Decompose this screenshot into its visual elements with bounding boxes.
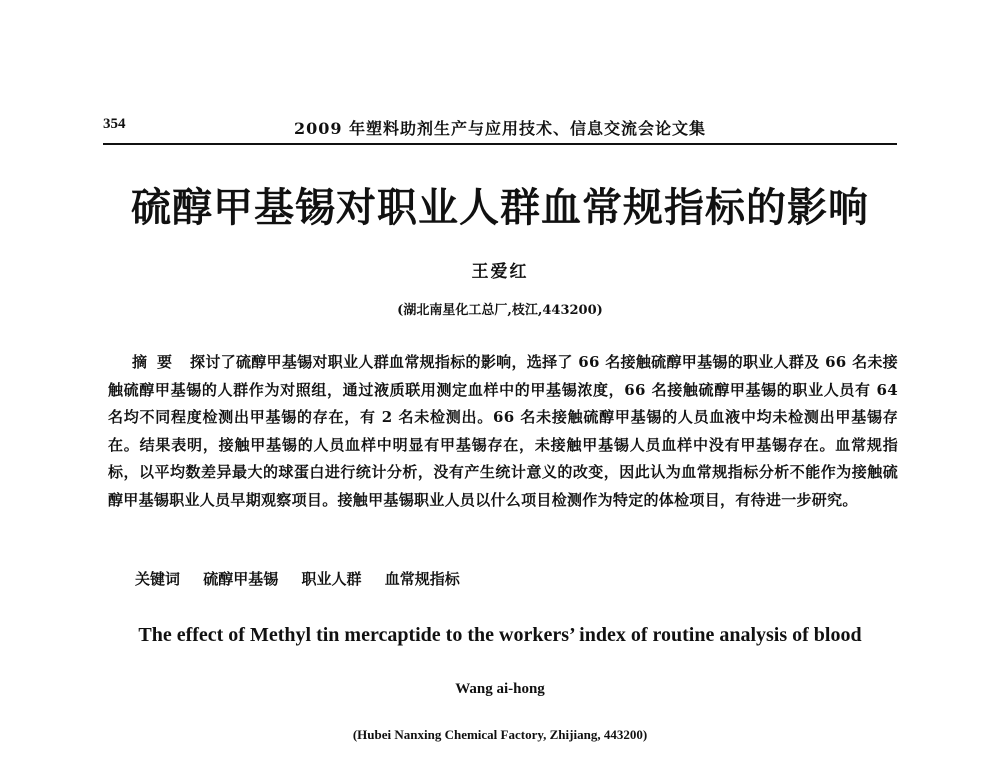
keywords-label: 关键词 — [135, 570, 181, 588]
keyword-item: 硫醇甲基锡 — [203, 570, 279, 588]
keyword-item: 血常规指标 — [384, 570, 460, 588]
running-header — [103, 116, 897, 144]
proceedings-title: 2009 年塑料助剂生产与应用技术、信息交流会论文集 — [293, 119, 707, 138]
author-name: 王爱红 — [471, 262, 529, 282]
english-title: The effect of Methyl tin mercaptide to the workers’ index of routine analysis of blood — [138, 624, 862, 646]
abstract-label: 摘要 — [132, 353, 183, 371]
paper-title: 硫醇甲基锡对职业人群血常规指标的影响 — [131, 184, 869, 231]
english-affiliation: (Hubei Nanxing Chemical Factory, Zhijiang, 443200) — [352, 727, 648, 742]
author-affiliation: (湖北南星化工总厂,枝江,443200) — [397, 303, 603, 318]
english-author: Wang ai-hong — [455, 681, 545, 697]
abstract-text: 探讨了硫醇甲基锡对职业人群血常规指标的影响，选择了 66 名接触硫醇甲基锡的职业人群及 66 名未接触硫醇甲基锡的人群作为对照组，通过液质联用测定血样中的甲基锡浓度，66 名接触硫醇甲基锡的职业人员有 64 名均不同程度检测出甲基锡的存在，有 2 名未检测出。66 名未接触硫醇甲基锡的人员血液中均未检测出甲基锡存在。结果表明，接触甲基锡的人员血样中明显有甲基锡存在，未接触甲基锡人员血样中没有甲基锡存在。血常规指标，以平均数差异最大的球蛋白进行统计分析，没有产生统计意义的改变，因此认为血常规指标分析不能作为接触硫醇甲基锡职业人员早期观察项目。接触甲基锡职业人员以什么项目检测作为特定的体检项目，有待进一步研究。 — [108, 353, 898, 509]
page-number: 354 — [103, 116, 126, 132]
header-rule — [103, 143, 897, 145]
keyword-item: 职业人群 — [301, 570, 362, 588]
abstract — [108, 349, 898, 514]
keywords — [135, 568, 478, 589]
